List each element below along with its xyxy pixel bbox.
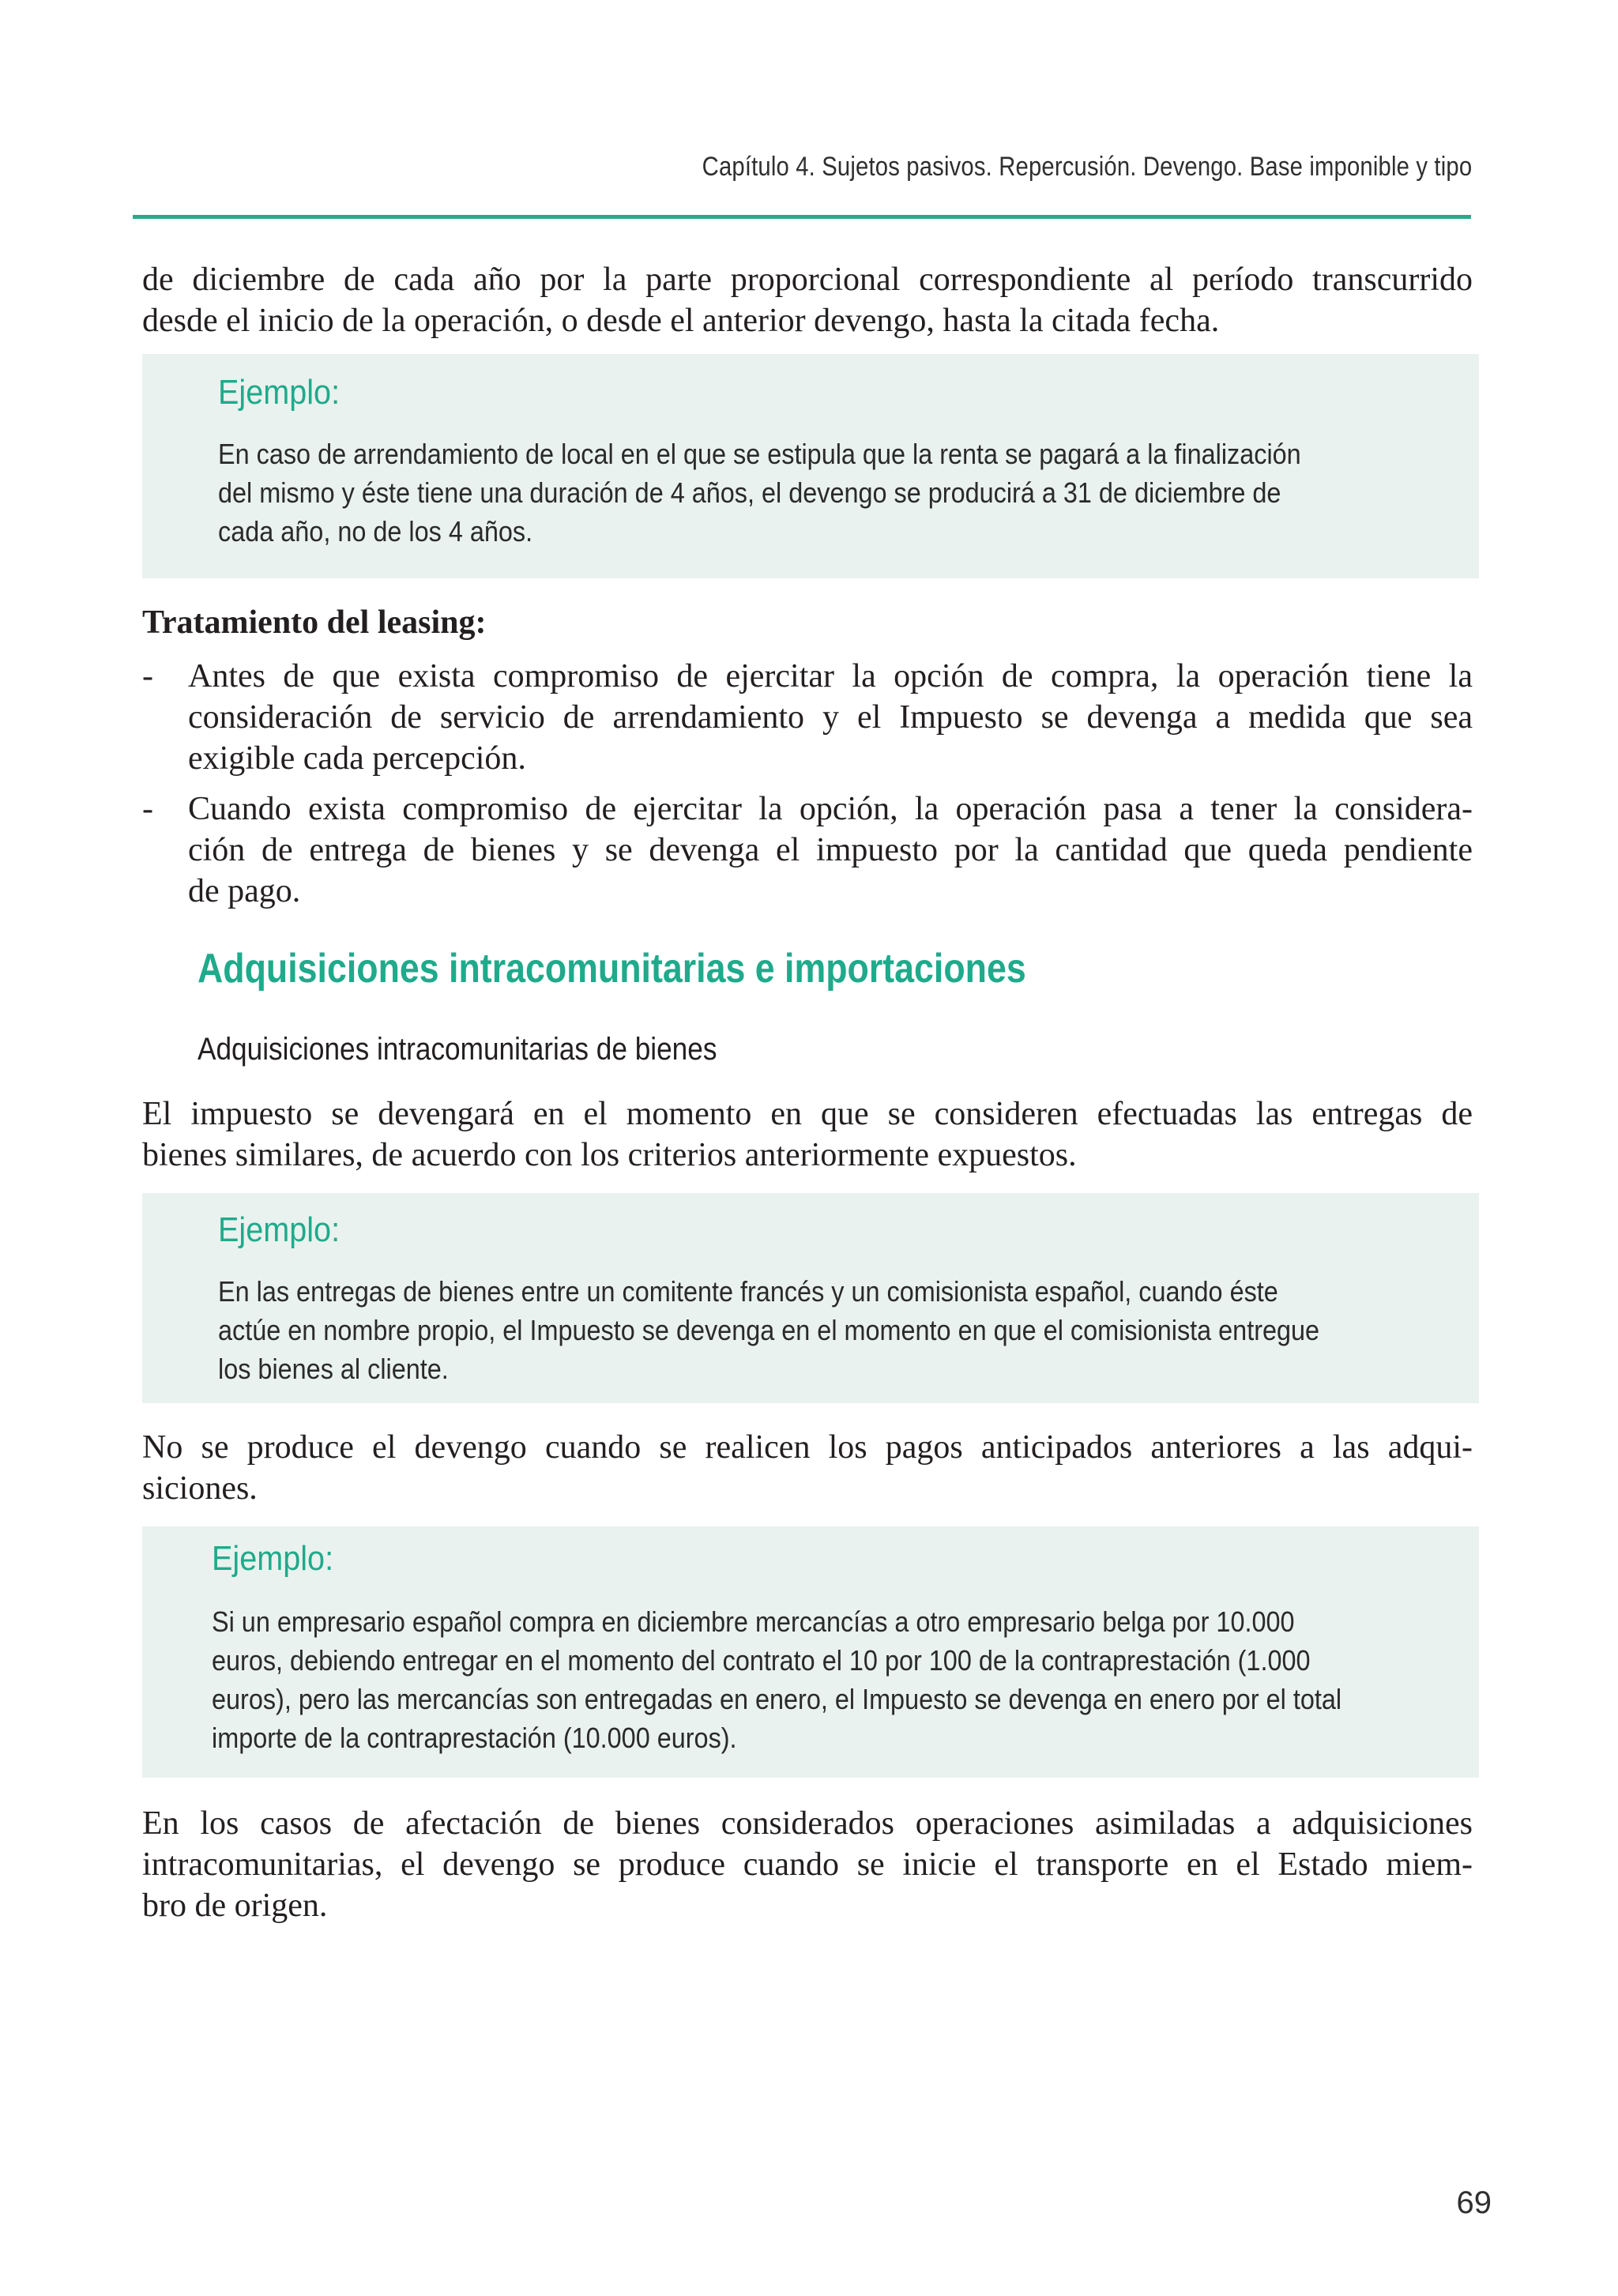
example-line: En las entregas de bienes entre un comitente francés y un comisionista español, cuando éste: [218, 1275, 1278, 1308]
page-number: 69: [1456, 2185, 1492, 2220]
paragraph-line: El impuesto se devengará en el momento en que se consideren efectuadas las entregas de: [142, 1096, 1473, 1132]
example-title: Ejemplo:: [218, 373, 341, 412]
paragraph-line: intracomunitarias, el devengo se produce cuando se inicie el transporte en el Estado miem-: [142, 1846, 1473, 1883]
intro-paragraph: [142, 259, 1473, 341]
leasing-heading: Tratamiento del leasing:: [142, 604, 487, 641]
example-line: euros, debiendo entregar en el momento del contrato el 10 por 100 de la contraprestación (1.000: [212, 1644, 1311, 1677]
list-line: Antes de que exista compromiso de ejercitar la opción de compra, la operación tiene la: [188, 658, 1473, 694]
list-line: de pago.: [188, 873, 301, 909]
running-header: Capítulo 4. Sujetos pasivos. Repercusión. Devengo. Base imponible y tipo: [702, 152, 1472, 182]
example-line: importe de la contraprestación (10.000 euros).: [212, 1722, 737, 1754]
list-line: Cuando exista compromiso de ejercitar la opción, la operación pasa a tener la considera-: [188, 791, 1473, 827]
example-line: Si un empresario español compra en diciembre mercancías a otro empresario belga por 10.000: [212, 1605, 1295, 1638]
list-dash: -: [142, 791, 153, 827]
example-line: los bienes al cliente.: [218, 1353, 449, 1385]
list-line: ción de entrega de bienes y se devenga el impuesto por la cantidad que queda pendiente: [188, 832, 1473, 868]
example-line: actúe en nombre propio, el Impuesto se devenga en el momento en que el comisionista entregue: [218, 1314, 1320, 1346]
paragraph-line: bienes similares, de acuerdo con los criterios anteriormente expuestos.: [142, 1137, 1077, 1173]
list-line: exigible cada percepción.: [188, 740, 526, 777]
example-box: [142, 1193, 1479, 1403]
paragraph-line: bro de origen.: [142, 1888, 328, 1924]
example-title: Ejemplo:: [218, 1210, 341, 1249]
paragraph-line: desde el inicio de la operación, o desde el anterior devengo, hasta la citada fecha.: [142, 303, 1220, 339]
paragraph-line: siciones.: [142, 1470, 258, 1507]
example-line: del mismo y éste tiene una duración de 4 años, el devengo se producirá a 31 de diciembre de: [218, 476, 1281, 509]
list-item-text: [188, 656, 1473, 779]
paragraph-line: de diciembre de cada año por la parte proporcional correspondiente al período transcurrido: [142, 262, 1473, 298]
list-line: consideración de servicio de arrendamiento y el Impuesto se devenga a medida que sea: [188, 699, 1473, 736]
list-item: [142, 656, 1473, 779]
example-text: [218, 435, 1301, 551]
body-paragraph: [142, 1093, 1473, 1176]
paragraph-line: No se produce el devengo cuando se realicen los pagos anticipados anteriores a las adqui-: [142, 1429, 1473, 1466]
example-text: [218, 1272, 1320, 1388]
body-paragraph: [142, 1803, 1473, 1926]
list-item: [142, 789, 1473, 912]
paragraph-line: En los casos de afectación de bienes considerados operaciones asimiladas a adquisiciones: [142, 1805, 1473, 1842]
list-dash: -: [142, 658, 153, 694]
example-line: cada año, no de los 4 años.: [218, 515, 533, 548]
example-box: [142, 1526, 1479, 1778]
body-paragraph: [142, 1427, 1473, 1509]
example-line: euros), pero las mercancías son entregadas en enero, el Impuesto se devenga en enero por el total: [212, 1683, 1342, 1715]
example-line: En caso de arrendamiento de local en el que se estipula que la renta se pagará a la finalización: [218, 438, 1301, 470]
section-heading: Adquisiciones intracomunitarias e importaciones: [198, 946, 1026, 992]
example-box: [142, 354, 1479, 578]
example-text: [212, 1602, 1342, 1757]
example-title: Ejemplo:: [212, 1539, 334, 1578]
subsection-heading: Adquisiciones intracomunitarias de bienes: [198, 1032, 717, 1067]
list-item-text: [188, 789, 1473, 912]
header-rule: [133, 215, 1471, 219]
